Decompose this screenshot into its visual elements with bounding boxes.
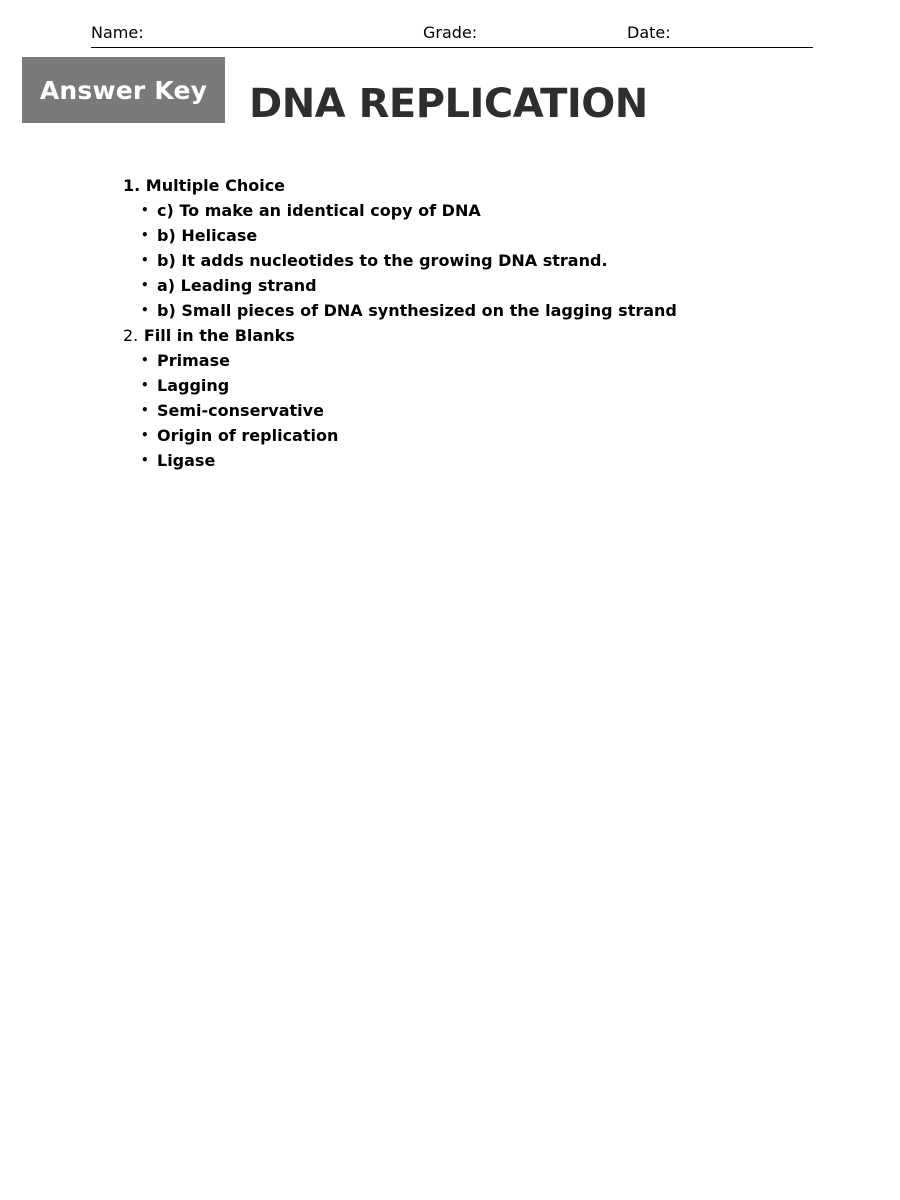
bullet-icon: • <box>141 403 149 417</box>
answer-key-label: Answer Key <box>39 75 208 105</box>
bullet-icon: • <box>141 253 149 267</box>
bullet-icon: • <box>141 228 149 242</box>
bullet-icon: • <box>141 453 149 467</box>
date-label: Date: <box>627 23 671 42</box>
answer-text: b) Small pieces of DNA synthesized on the lagging strand <box>157 301 677 320</box>
bullet-icon: • <box>141 428 149 442</box>
header-fields <box>91 22 813 48</box>
section-title <box>123 173 823 198</box>
list-item <box>139 198 823 223</box>
section-title-text: Multiple Choice <box>145 176 286 195</box>
section-title <box>123 323 823 348</box>
answer-text: Ligase <box>157 451 216 470</box>
bullet-icon: • <box>141 378 149 392</box>
bullet-icon: • <box>141 203 149 217</box>
list-item <box>139 273 823 298</box>
list-item <box>139 298 823 323</box>
answer-text: Lagging <box>157 376 230 395</box>
list-item <box>139 448 823 473</box>
answer-text: Origin of replication <box>157 426 339 445</box>
answer-key-badge <box>22 57 225 123</box>
answer-text: Primase <box>157 351 230 370</box>
bullet-icon: • <box>141 353 149 367</box>
section-number: 2. <box>123 326 139 345</box>
list-item <box>139 398 823 423</box>
answer-content <box>123 173 823 473</box>
list-item <box>139 373 823 398</box>
section-title-text: Fill in the Blanks <box>143 326 295 345</box>
answer-text: c) To make an identical copy of DNA <box>157 201 481 220</box>
section-number: 1. <box>123 176 141 195</box>
section-fill-in-the-blanks <box>123 323 823 473</box>
list-item <box>139 223 823 248</box>
name-label: Name: <box>91 23 144 42</box>
answer-list <box>123 348 823 473</box>
bullet-icon: • <box>141 303 149 317</box>
answer-text: a) Leading strand <box>157 276 317 295</box>
list-item <box>139 248 823 273</box>
list-item <box>139 423 823 448</box>
grade-label: Grade: <box>423 23 478 42</box>
list-item <box>139 348 823 373</box>
section-multiple-choice <box>123 173 823 323</box>
answer-text: b) Helicase <box>157 226 258 245</box>
answer-list <box>123 198 823 323</box>
bullet-icon: • <box>141 278 149 292</box>
answer-text: b) It adds nucleotides to the growing DNA strand. <box>157 251 608 270</box>
answer-text: Semi-conservative <box>157 401 324 420</box>
page-title: DNA REPLICATION <box>249 81 648 127</box>
